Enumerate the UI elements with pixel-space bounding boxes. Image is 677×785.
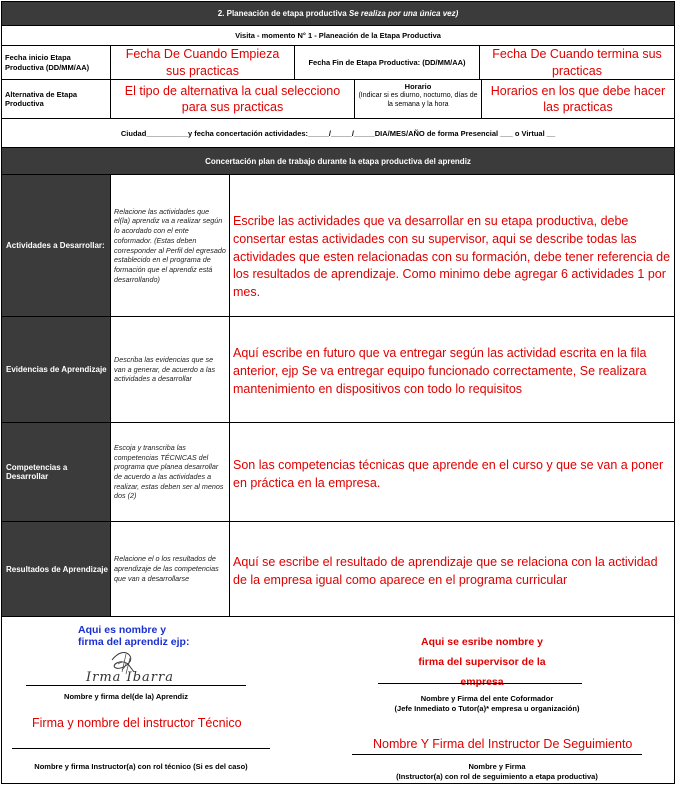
alternative-label: Alternativa de Etapa Productiva xyxy=(5,89,78,108)
evidences-field[interactable]: Aquí escribe en futuro que va entregar según las actividad escrita en la fila anterior, ejp Se va entregar equipo funcionado correctamente, Se realizara mantenimiento en dispositivos con todo lo requisitos xyxy=(229,317,674,422)
followup-instructor-field[interactable]: Nombre Y Firma del Instructor De Seguimiento xyxy=(373,737,633,751)
competencies-row xyxy=(1,422,675,522)
followup-instructor-line xyxy=(352,754,642,755)
learner-signature-line xyxy=(26,685,246,686)
evidences-instructions: Describa las evidencias que se van a generar, de acuerdo a las actividades a desarrollar xyxy=(110,317,229,422)
results-row xyxy=(1,521,675,617)
supervisor-note-line1: Aqui se esribe nombre y xyxy=(421,636,543,648)
plan-title: Concertación plan de trabajo durante la etapa productiva del aprendiz xyxy=(205,156,471,166)
visit-row xyxy=(1,25,675,46)
activities-instructions: Relacione las actividades que el(la) aprendiz va a realizar según lo acordado con el ente coformador. (Estas deben corresponder al Perfil del egresado establecido en el programa de formación que el aprendiz está desarrollando) xyxy=(110,175,229,316)
coformador-caption-line1: Nombre y Firma del ente Coformador xyxy=(420,694,554,703)
evidences-row xyxy=(1,316,675,423)
supervisor-note-line2: firma del supervisor de la xyxy=(418,655,546,668)
section-title: 2. Planeación de etapa productiva xyxy=(217,9,347,18)
learner-note xyxy=(78,624,189,648)
section-header xyxy=(1,1,675,26)
alternative-row xyxy=(1,79,675,119)
activities-row xyxy=(1,174,675,317)
start-date-label: Fecha inicio Etapa Productiva (DD/MM/AA) xyxy=(5,53,90,72)
competencies-field[interactable]: Son las competencias técnicas que aprende en el curso y que se van a poner en práctica en la empresa. xyxy=(229,423,674,521)
activities-label: Actividades a Desarrollar: xyxy=(2,175,110,316)
signatures-area xyxy=(1,616,675,784)
followup-caption xyxy=(352,762,642,782)
tech-instructor-caption: Nombre y firma Instructor(a) con rol técnico (Si es del caso) xyxy=(34,762,248,771)
learner-note-line1: Aqui es nombre y xyxy=(78,624,167,636)
competencies-instructions: Escoja y transcriba las competencias TÉCNICAS del programa que planea desarrollar de acuerdo a las actividades a realizar, estas deben ser al menos dos (2) xyxy=(110,423,229,521)
dates-row xyxy=(1,45,675,80)
schedule-hint: (Indicar si es diurno, nocturno, días de la semana y la hora xyxy=(358,92,478,109)
city-date-line[interactable]: Ciudad__________y fecha concertación actividades:_____/_____/_____DIA/MES/AÑO de forma Presencial ___ o Virtual __ xyxy=(120,128,556,138)
city-date-row xyxy=(1,118,675,148)
schedule-title: Horario xyxy=(404,82,432,91)
results-field[interactable]: Aquí se escribe el resultado de aprendizaje que se relaciona con la actividad de la empresa igual como aparece en el programa curricular xyxy=(229,522,674,616)
schedule-label xyxy=(354,80,481,118)
plan-header xyxy=(1,147,675,175)
coformador-caption-line2: (Jefe Inmediato o Tutor(a)* empresa u organización) xyxy=(394,704,580,714)
tech-instructor-field[interactable]: Firma y nombre del instructor Técnico xyxy=(32,716,242,730)
schedule-field[interactable]: Horarios en los que debe hacer las practicas xyxy=(481,80,674,118)
followup-caption-line2: (Instructor(a) con rol de seguimiento a etapa productiva) xyxy=(396,772,598,782)
learner-signature-text: Irma Ibarra xyxy=(86,670,174,685)
learner-caption: Nombre y firma del(de la) Aprendiz xyxy=(64,692,188,701)
results-instructions: Relacione el o los resultados de aprendizaje de las competencias que van a desarrollarse xyxy=(110,522,229,616)
activities-field[interactable]: Escribe las actividades que va desarrollar en su etapa productiva, debe consertar estas actividades con su supervisor, aqui se describe todas las actividades que esten relacionadas con su formación, debe tener referencia de los resultados de aprendizaje. Como minimo debe agregar 6 actividades 1 por mes. xyxy=(229,175,674,316)
competencies-label: Competencias a Desarrollar xyxy=(2,423,110,521)
learner-note-line2: firma del aprendiz ejp: xyxy=(78,636,190,649)
coformador-caption xyxy=(362,694,612,714)
coformador-signature-line xyxy=(378,683,582,684)
supervisor-note-line3: empresa xyxy=(460,675,504,688)
start-date-field[interactable]: Fecha De Cuando Empieza sus practicas xyxy=(110,46,294,79)
results-label: Resultados de Aprendizaje xyxy=(2,522,110,616)
alternative-field[interactable]: El tipo de alternativa la cual selecciono para sus practicas xyxy=(110,80,354,118)
section-title-note: Se realiza por una única vez) xyxy=(348,9,459,18)
followup-caption-line1: Nombre y Firma xyxy=(468,762,526,771)
tech-instructor-line xyxy=(12,748,270,749)
end-date-label: Fecha Fin de Etapa Productiva: (DD/MM/AA) xyxy=(294,46,479,79)
learner-signature[interactable] xyxy=(82,646,202,686)
visit-title: Visita - momento N° 1 - Planeación de la Etapa Productiva xyxy=(235,31,441,40)
evidences-label: Evidencias de Aprendizaje xyxy=(2,317,110,422)
end-date-field[interactable]: Fecha De Cuando termina sus practicas xyxy=(479,46,674,79)
